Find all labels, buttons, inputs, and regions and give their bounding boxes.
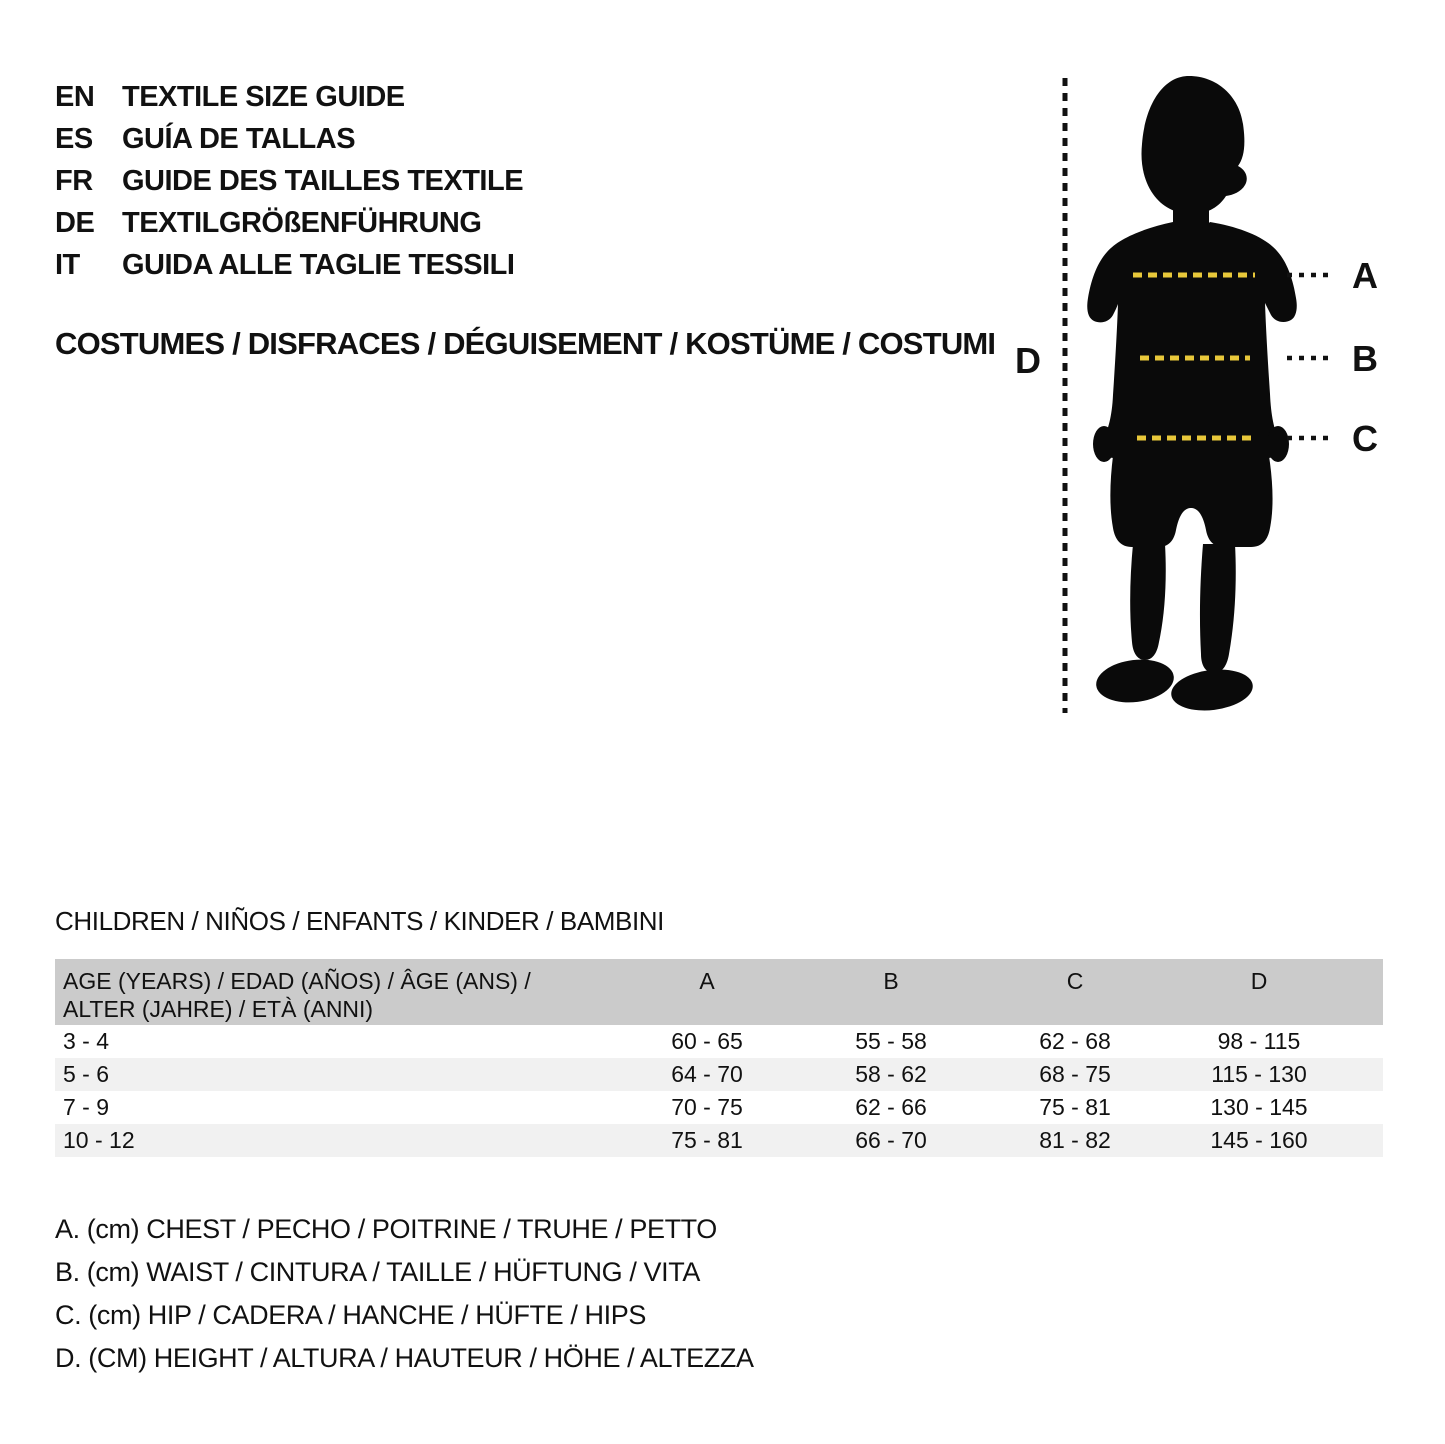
footnote-waist: B. (cm) WAIST / CINTURA / TAILLE / HÜFTUNG / VITA [55,1257,700,1287]
language-title: GUIDA ALLE TAGLIE TESSILI [122,248,515,281]
waist-cell: 55 - 58 [855,1028,927,1054]
table-row [55,1058,1383,1091]
age-cell: 5 - 6 [63,1061,110,1087]
language-list [55,76,523,286]
hip-cell: 75 - 81 [1039,1094,1111,1120]
age-cell: 10 - 12 [63,1127,135,1153]
language-row [55,244,523,286]
table-header-row [55,959,1383,1025]
figure-label-chest: A [1352,255,1378,296]
waist-cell: 66 - 70 [855,1127,927,1153]
figure-label-waist: B [1352,338,1378,379]
column-header-chest: A [699,968,715,994]
language-row [55,202,523,244]
column-header-height: D [1250,968,1268,994]
waist-cell: 58 - 62 [855,1061,927,1087]
age-cell: 7 - 9 [63,1094,110,1120]
table-row [55,1025,1383,1058]
age-cell: 3 - 4 [63,1028,110,1054]
table-row [55,1124,1383,1157]
column-header-hip: C [1066,968,1084,994]
age-header-line2: ALTER (JAHRE) / ETÀ (ANNI) [63,996,374,1022]
chest-cell: 60 - 65 [671,1028,743,1054]
age-header-line1: AGE (YEARS) / EDAD (AÑOS) / ÂGE (ANS) / [63,968,531,994]
language-title: GUIDE DES TAILLES TEXTILE [122,164,524,197]
height-cell: 115 - 130 [1211,1061,1307,1087]
figure-label-hip: C [1352,418,1378,459]
hip-cell: 68 - 75 [1039,1061,1111,1087]
chest-cell: 75 - 81 [671,1127,743,1153]
footnote-hip: C. (cm) HIP / CADERA / HANCHE / HÜFTE / HIPS [55,1300,646,1330]
size-table [55,959,1383,1157]
measurement-legend [55,1208,754,1380]
language-code: EN [55,80,95,113]
height-cell: 98 - 115 [1217,1028,1301,1054]
language-code: FR [55,164,93,197]
age-column-header [55,967,615,1023]
child-silhouette-icon [1087,76,1297,715]
language-row [55,160,523,202]
hip-cell: 62 - 68 [1039,1028,1111,1054]
measurement-figure [1005,60,1445,740]
language-row [55,76,523,118]
height-cell: 130 - 145 [1210,1094,1308,1120]
column-header-waist: B [883,968,899,994]
height-cell: 145 - 160 [1210,1127,1308,1153]
language-row [55,118,523,160]
language-code: DE [55,206,95,239]
chest-cell: 70 - 75 [671,1094,743,1120]
language-title: TEXTILGRÖßENFÜHRUNG [122,206,482,239]
footnote-chest: A. (cm) CHEST / PECHO / POITRINE / TRUHE / PETTO [55,1214,717,1244]
category-title: COSTUMES / DISFRACES / DÉGUISEMENT / KOSTÜME / COSTUMI [55,326,996,361]
waist-cell: 62 - 66 [855,1094,927,1120]
hip-cell: 81 - 82 [1039,1127,1111,1153]
table-row [55,1091,1383,1124]
children-section-title: CHILDREN / NIÑOS / ENFANTS / KINDER / BAMBINI [55,906,664,936]
footnote-height: D. (CM) HEIGHT / ALTURA / HAUTEUR / HÖHE / ALTEZZA [55,1343,754,1373]
language-title: TEXTILE SIZE GUIDE [122,80,405,113]
language-code: ES [55,122,93,155]
language-code: IT [55,248,80,281]
language-title: GUÍA DE TALLAS [122,122,356,155]
figure-label-height: D [1015,340,1041,381]
chest-cell: 64 - 70 [671,1061,743,1087]
